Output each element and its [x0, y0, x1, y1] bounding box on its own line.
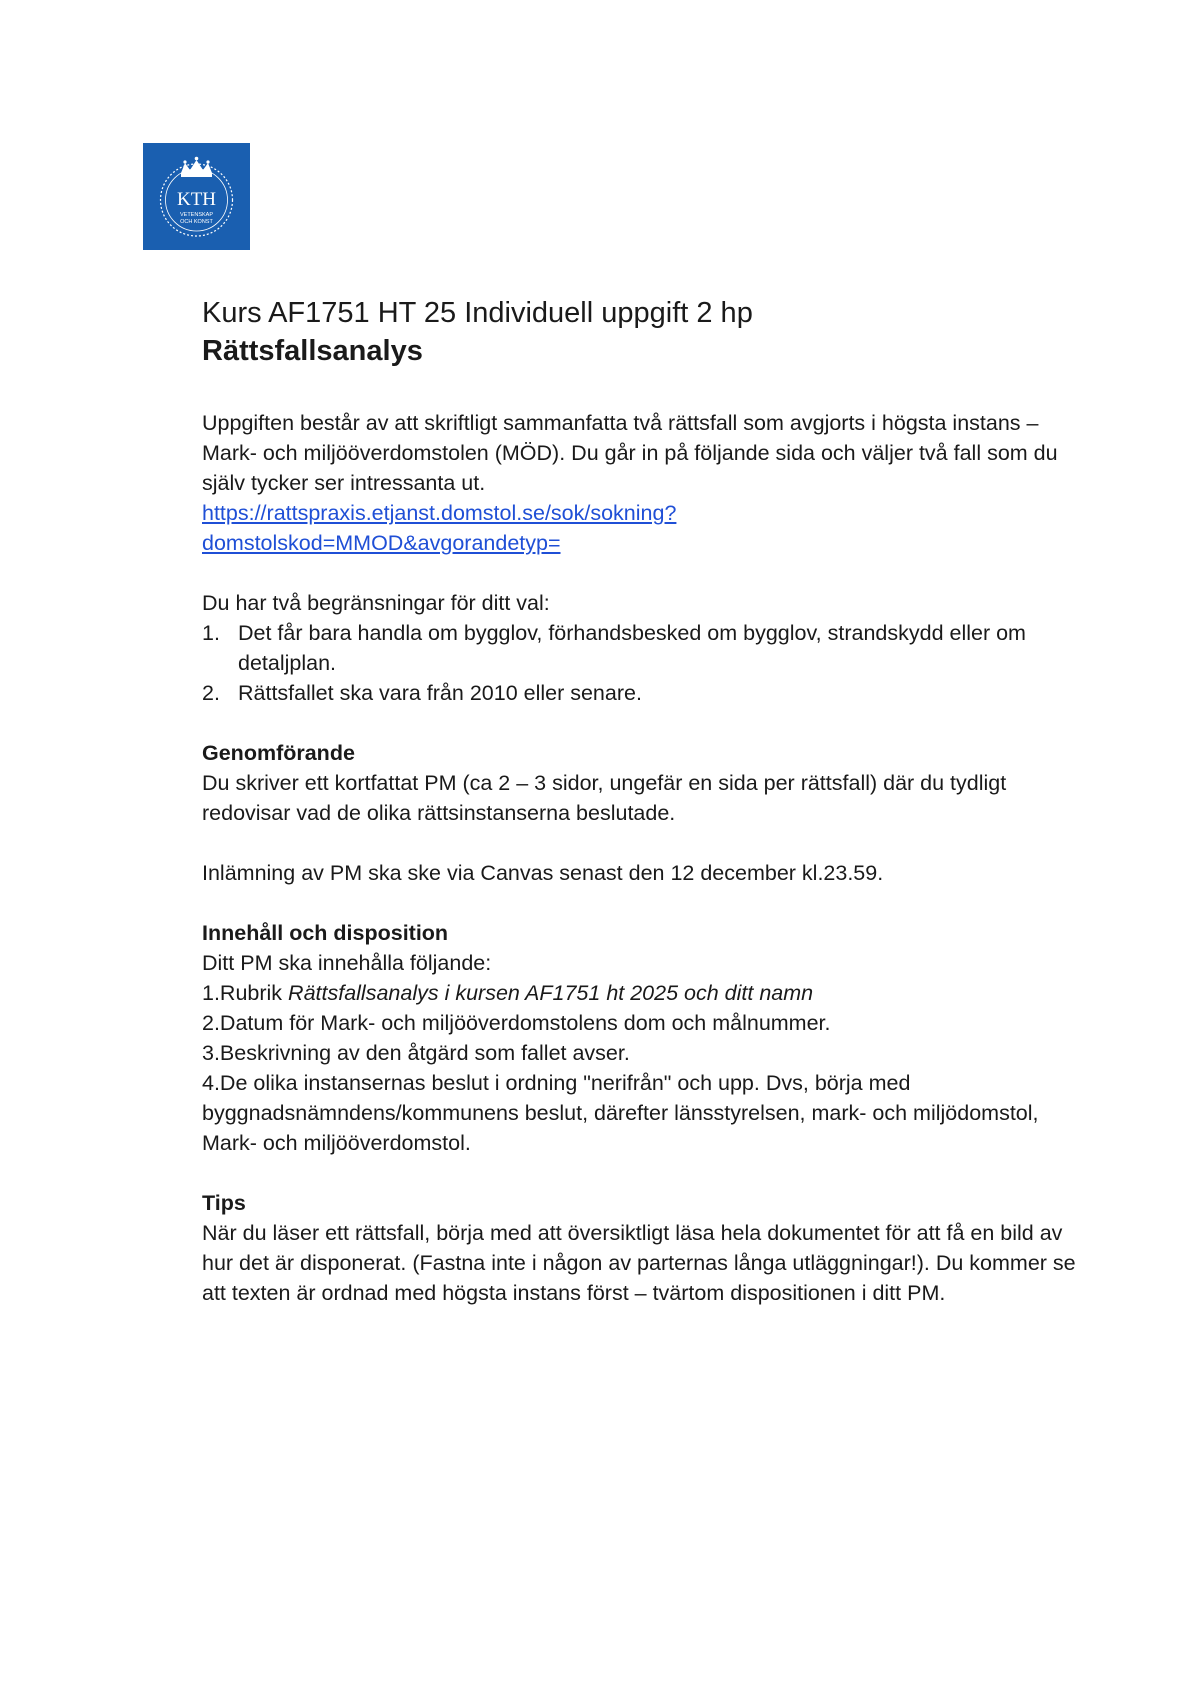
limits-item	[202, 618, 1082, 678]
limits-item-text: Rättsfallet ska vara från 2010 eller senare.	[238, 681, 642, 705]
document-subtitle: Rättsfallsanalys	[202, 335, 423, 367]
document-body	[202, 294, 1082, 1308]
logo-text: KTH	[176, 189, 217, 210]
limits-lead: Du har två begränsningar för ditt val:	[202, 591, 550, 615]
kth-logo	[143, 143, 250, 250]
limits-item-text: Det får bara handla om bygglov, förhandsbesked om bygglov, strandskydd eller om detaljplan.	[238, 621, 1026, 675]
rattspraxis-link-line-1[interactable]: https://rattspraxis.etjanst.domstol.se/sok/sokning?	[202, 501, 677, 525]
document-title: Kurs AF1751 HT 25 Individuell uppgift 2 hp	[202, 297, 753, 329]
genomforande-paragraph: Du skriver ett kortfattat PM (ca 2 – 3 sidor, ungefär en sida per rättsfall) där du tydligt redovisar vad de olika rättsinstanserna beslutade.	[202, 771, 1007, 825]
limits-item-number: 1.	[202, 621, 220, 645]
innehall-item-1-prefix: 1.Rubrik	[202, 981, 289, 1005]
innehall-lead: Ditt PM ska innehålla följande:	[202, 951, 492, 975]
kth-crest-icon	[143, 143, 250, 250]
tips-paragraph: När du läser ett rättsfall, börja med att översiktligt läsa hela dokumentet för att få en bild av hur det är disponerat. (Fastna inte i någon av parternas långa utläggningar!). Du kommer se att texten är ordnad med högsta instans först – tvärtom dispositionen i ditt PM.	[202, 1221, 1076, 1305]
tips-heading: Tips	[202, 1191, 246, 1215]
limits-list	[202, 618, 1082, 708]
genomforande-heading: Genomförande	[202, 741, 355, 765]
limits-item-number: 2.	[202, 681, 220, 705]
innehall-item-2: 2.Datum för Mark- och miljööverdomstolens dom och målnummer.	[202, 1011, 831, 1035]
innehall-heading: Innehåll och disposition	[202, 921, 449, 945]
deadline-paragraph: Inlämning av PM ska ske via Canvas senast den 12 december kl.23.59.	[202, 861, 884, 885]
logo-subtext-1: VETENSKAP	[179, 212, 214, 218]
limits-item	[202, 678, 1082, 708]
rattspraxis-link-line-2[interactable]: domstolskod=MMOD&avgorandetyp=	[202, 531, 561, 555]
innehall-item-1-title: Rättsfallsanalys i kursen AF1751 ht 2025 och ditt namn	[288, 981, 814, 1005]
intro-paragraph: Uppgiften består av att skriftligt sammanfatta två rättsfall som avgjorts i högsta instans – Mark- och miljööverdomstolen (MÖD). Du går in på följande sida och väljer två fall som du själv tycker ser intressanta ut.	[202, 411, 1058, 495]
logo-subtext-2: OCH KONST	[180, 219, 213, 225]
innehall-item-1	[202, 978, 1082, 1008]
innehall-item-3: 3.Beskrivning av den åtgärd som fallet avser.	[202, 1041, 630, 1065]
innehall-item-4: 4.De olika instansernas beslut i ordning "nerifrån" och upp. Dvs, börja med byggnadsnämndens/kommunens beslut, därefter länsstyrelsen, mark- och miljödomstol, Mark- och miljööverdomstol.	[202, 1071, 1039, 1155]
